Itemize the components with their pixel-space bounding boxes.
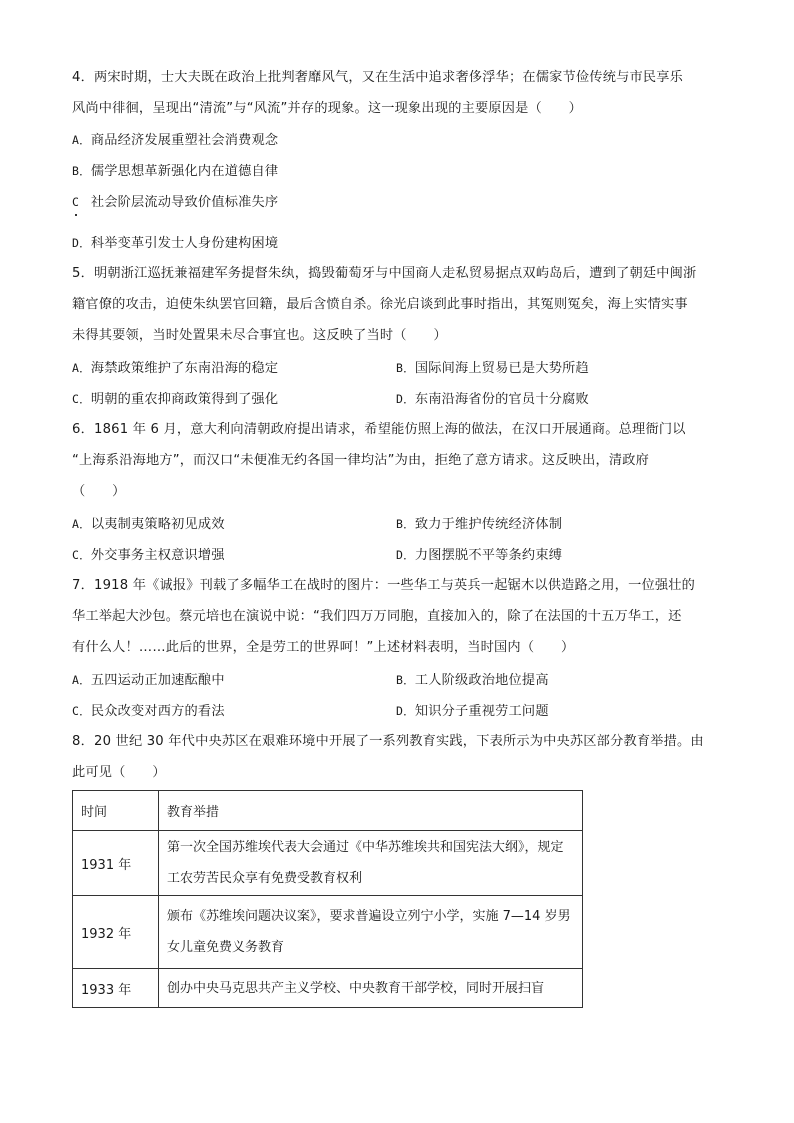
stem-line: 4．两宋时期，士大夫既在政治上批判奢靡风气，又在生活中追求奢侈浮华；在儒家节俭传统与市民享乐: [72, 70, 684, 85]
table-row: [73, 896, 583, 969]
stray-dot: [75, 214, 77, 216]
stem-line: 未得其要领，当时处置果未尽合事宜也。这反映了当时（ ）: [72, 328, 447, 344]
option-text: 外交事务主权意识增强: [90, 548, 225, 563]
option-b: [72, 161, 278, 182]
stem-line: 8．20 世纪 30 年代中央苏区在艰难环境中开展了一系列教育实践，下表所示为中央苏区部分教育举措。由: [72, 734, 704, 749]
table-header-row: [73, 791, 583, 831]
option-letter: D．: [396, 392, 415, 406]
option-text: 民众改变对西方的看法: [90, 704, 225, 719]
option-c: [72, 701, 225, 722]
table-header-time: 时间: [73, 791, 159, 831]
question-7-stem: [72, 570, 732, 664]
option-text: 海禁政策维护了东南沿海的稳定: [90, 361, 279, 376]
option-letter: A．: [72, 133, 91, 147]
table-row: [73, 969, 583, 1008]
table-header-measure: 教育举措: [159, 791, 583, 831]
option-letter: B．: [396, 517, 415, 531]
option-letter: C．: [72, 548, 91, 562]
stem-line: 籍官僚的攻击，迫使朱纨罢官回籍，最后含愤自杀。徐光启谈到此事时指出，其冤则冤矣，海上实情实事: [72, 297, 688, 313]
option-letter: B．: [72, 164, 91, 178]
option-text: 国际间海上贸易已是大势所趋: [414, 361, 589, 376]
option-letter: D．: [72, 236, 91, 250]
option-letter: D．: [396, 548, 415, 562]
option-letter: A．: [72, 517, 91, 531]
option-a: [72, 130, 278, 151]
table-cell-measure: 创办中央马克思共产主义学校、中央教育干部学校，同时开展扫盲: [159, 969, 583, 1008]
stem-line: 6．1861 年 6 月，意大利向清朝政府提出请求，希望能仿照上海的做法，在汉口开展通商。总理衙门以: [72, 422, 686, 437]
option-d: [396, 545, 562, 566]
option-text: 科举变革引发士人身份建构困境: [90, 236, 279, 251]
option-d: [72, 233, 278, 254]
option-letter: C．: [72, 392, 91, 406]
option-letter: B．: [396, 673, 415, 687]
option-a: [72, 358, 278, 379]
option-b: [396, 358, 589, 379]
option-text: 明朝的重农抑商政策得到了强化: [90, 392, 279, 407]
option-c: [72, 545, 225, 566]
option-letter: D．: [396, 704, 415, 718]
option-b: [396, 514, 562, 535]
option-a: [72, 514, 225, 535]
stem-line: 风尚中徘徊，呈现出“清流”与“风流”并存的现象。这一现象出现的主要原因是（ ）: [72, 101, 583, 117]
stem-line: 5．明朝浙江巡抚兼福建军务提督朱纨，捣毁葡萄牙与中国商人走私贸易据点双屿岛后，遭到了朝廷中闽浙: [72, 266, 697, 281]
option-text: 致力于维护传统经济体制: [414, 517, 563, 532]
question-4-stem: [72, 62, 732, 124]
option-letter: A．: [72, 361, 91, 375]
option-text: 社会阶层流动导致价值标准失序: [90, 195, 279, 210]
option-text: 力图摆脱不平等条约束缚: [414, 548, 563, 563]
option-c: [72, 192, 278, 213]
table-cell-year: 1931 年: [73, 831, 159, 896]
question-8-stem: [72, 726, 732, 788]
option-letter: C．: [72, 704, 91, 718]
option-b: [396, 670, 549, 691]
table-cell-measure: 第一次全国苏维埃代表大会通过《中华苏维埃共和国宪法大纲》，规定工农劳苦民众享有免费受教育权利: [159, 831, 583, 896]
stem-line: “上海系沿海地方”，而汉口“未便准无约各国一律均沾”为由，拒绝了意方请求。这反映出，清政府: [72, 453, 650, 469]
stem-line: （ ）: [72, 484, 126, 500]
table-row: [73, 831, 583, 896]
option-a: [72, 670, 225, 691]
option-letter: A．: [72, 673, 91, 687]
option-text: 以夷制夷策略初见成效: [90, 517, 225, 532]
stem-line: 此可见（ ）: [72, 765, 166, 781]
option-text: 东南沿海省份的官员十分腐败: [414, 392, 589, 407]
option-d: [396, 701, 549, 722]
option-letter: B．: [396, 361, 415, 375]
question-5-stem: [72, 258, 732, 352]
option-text: 商品经济发展重塑社会消费观念: [90, 133, 279, 148]
option-text: 五四运动正加速酝酿中: [90, 673, 225, 688]
option-text: 知识分子重视劳工问题: [414, 704, 549, 719]
stem-line: 有什么人！……此后的世界，全是劳工的世界呵！”上述材料表明，当时国内（ ）: [72, 640, 575, 656]
option-text: 儒学思想革新强化内在道德自律: [90, 164, 279, 179]
option-c: [72, 389, 278, 410]
education-measures-table: [72, 790, 583, 1008]
table-cell-measure: 颁布《苏维埃问题决议案》，要求普遍设立列宁小学，实施 7—14 岁男女儿童免费义务教育: [159, 896, 583, 969]
stem-line: 华工举起大沙包。蔡元培也在演说中说：“我们四万万同胞，直接加入的，除了在法国的十五万华工，还: [72, 609, 682, 625]
table-cell-year: 1932 年: [73, 896, 159, 969]
stem-line: 7．1918 年《诚报》刊载了多幅华工在战时的图片：一些华工与英兵一起锯木以供造路之用，一位强壮的: [72, 578, 696, 593]
question-6-stem: [72, 414, 732, 508]
option-letter: C: [72, 195, 91, 209]
option-text: 工人阶级政治地位提高: [414, 673, 549, 688]
option-d: [396, 389, 589, 410]
table-cell-year: 1933 年: [73, 969, 159, 1008]
